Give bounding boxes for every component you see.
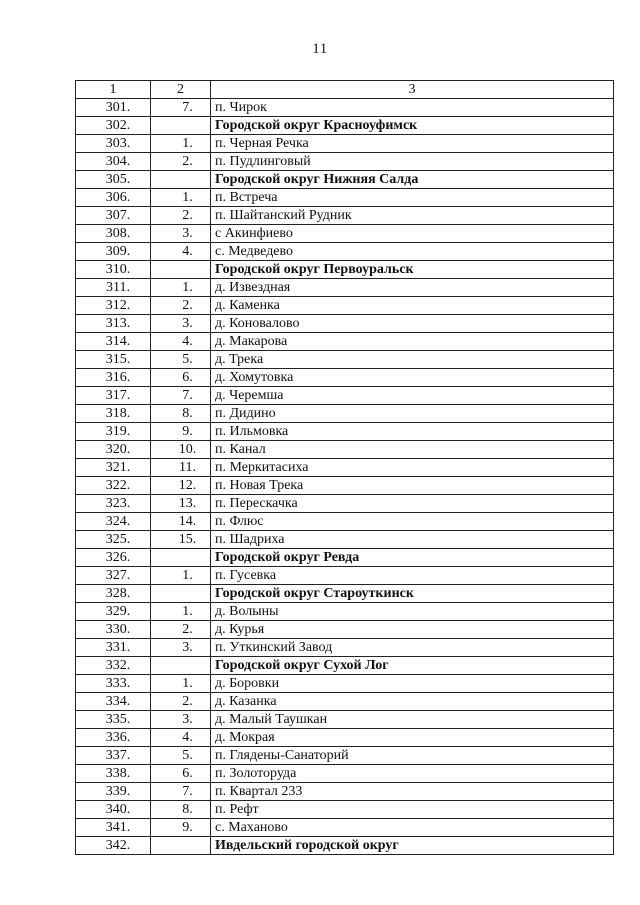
table-body bbox=[76, 99, 614, 855]
row-number: 323. bbox=[76, 495, 151, 513]
settlement-name: с. Маханово bbox=[211, 819, 614, 837]
column-header-2: 2 bbox=[151, 81, 211, 99]
settlement-name: п. Флюс bbox=[211, 513, 614, 531]
settlement-name: п. Встреча bbox=[211, 189, 614, 207]
table-row bbox=[76, 495, 614, 513]
row-number: 313. bbox=[76, 315, 151, 333]
settlement-name: п. Перескачка bbox=[211, 495, 614, 513]
row-number: 311. bbox=[76, 279, 151, 297]
district-row bbox=[76, 171, 614, 189]
table-row bbox=[76, 279, 614, 297]
district-name: Городской округ Сухой Лог bbox=[211, 657, 614, 675]
sub-number: 2. bbox=[151, 207, 211, 225]
sub-number: 11. bbox=[151, 459, 211, 477]
row-number: 337. bbox=[76, 747, 151, 765]
sub-number: 8. bbox=[151, 405, 211, 423]
table-row bbox=[76, 297, 614, 315]
table-row bbox=[76, 153, 614, 171]
table-row bbox=[76, 513, 614, 531]
table-row bbox=[76, 801, 614, 819]
sub-number: 5. bbox=[151, 351, 211, 369]
district-row bbox=[76, 549, 614, 567]
settlement-name: д. Казанка bbox=[211, 693, 614, 711]
table-row bbox=[76, 747, 614, 765]
table-row bbox=[76, 567, 614, 585]
sub-number: 9. bbox=[151, 423, 211, 441]
sub-number: 3. bbox=[151, 225, 211, 243]
settlement-name: д. Боровки bbox=[211, 675, 614, 693]
row-number: 320. bbox=[76, 441, 151, 459]
row-number: 306. bbox=[76, 189, 151, 207]
table-row bbox=[76, 531, 614, 549]
district-name: Городской округ Нижняя Салда bbox=[211, 171, 614, 189]
sub-number: 3. bbox=[151, 315, 211, 333]
column-header-3: 3 bbox=[211, 81, 614, 99]
row-number: 305. bbox=[76, 171, 151, 189]
sub-number: 3. bbox=[151, 639, 211, 657]
row-number: 301. bbox=[76, 99, 151, 117]
row-number: 331. bbox=[76, 639, 151, 657]
sub-number: 1. bbox=[151, 603, 211, 621]
row-number: 330. bbox=[76, 621, 151, 639]
sub-number: 9. bbox=[151, 819, 211, 837]
table-header bbox=[76, 81, 614, 99]
settlement-name: с. Медведево bbox=[211, 243, 614, 261]
settlement-name: д. Каменка bbox=[211, 297, 614, 315]
table-row bbox=[76, 819, 614, 837]
sub-number: 12. bbox=[151, 477, 211, 495]
row-number: 327. bbox=[76, 567, 151, 585]
sub-number: 2. bbox=[151, 621, 211, 639]
table-row bbox=[76, 351, 614, 369]
settlement-name: п. Пудлинговый bbox=[211, 153, 614, 171]
row-number: 319. bbox=[76, 423, 151, 441]
district-name: Ивдельский городской округ bbox=[211, 837, 614, 855]
sub-number bbox=[151, 261, 211, 279]
table-row bbox=[76, 405, 614, 423]
sub-number bbox=[151, 585, 211, 603]
table-row bbox=[76, 765, 614, 783]
sub-number: 6. bbox=[151, 765, 211, 783]
table-row bbox=[76, 189, 614, 207]
settlement-name: п. Ильмовка bbox=[211, 423, 614, 441]
table-row bbox=[76, 99, 614, 117]
sub-number: 5. bbox=[151, 747, 211, 765]
row-number: 304. bbox=[76, 153, 151, 171]
settlement-name: д. Мокрая bbox=[211, 729, 614, 747]
district-row bbox=[76, 585, 614, 603]
row-number: 307. bbox=[76, 207, 151, 225]
sub-number bbox=[151, 171, 211, 189]
row-number: 336. bbox=[76, 729, 151, 747]
settlement-name: с Акинфиево bbox=[211, 225, 614, 243]
sub-number bbox=[151, 837, 211, 855]
sub-number: 4. bbox=[151, 243, 211, 261]
sub-number: 8. bbox=[151, 801, 211, 819]
row-number: 341. bbox=[76, 819, 151, 837]
row-number: 335. bbox=[76, 711, 151, 729]
row-number: 318. bbox=[76, 405, 151, 423]
sub-number: 13. bbox=[151, 495, 211, 513]
settlements-table bbox=[75, 80, 614, 855]
settlement-name: д. Волыны bbox=[211, 603, 614, 621]
table-row bbox=[76, 441, 614, 459]
sub-number bbox=[151, 549, 211, 567]
sub-number: 2. bbox=[151, 693, 211, 711]
sub-number: 1. bbox=[151, 567, 211, 585]
row-number: 310. bbox=[76, 261, 151, 279]
table-row bbox=[76, 315, 614, 333]
table-row bbox=[76, 621, 614, 639]
header-row bbox=[76, 81, 614, 99]
column-header-1: 1 bbox=[76, 81, 151, 99]
sub-number: 3. bbox=[151, 711, 211, 729]
district-name: Городской округ Красноуфимск bbox=[211, 117, 614, 135]
table-row bbox=[76, 711, 614, 729]
settlement-name: д. Извездная bbox=[211, 279, 614, 297]
table-row bbox=[76, 693, 614, 711]
sub-number: 14. bbox=[151, 513, 211, 531]
sub-number: 4. bbox=[151, 729, 211, 747]
row-number: 308. bbox=[76, 225, 151, 243]
sub-number bbox=[151, 117, 211, 135]
row-number: 303. bbox=[76, 135, 151, 153]
row-number: 342. bbox=[76, 837, 151, 855]
row-number: 325. bbox=[76, 531, 151, 549]
sub-number: 1. bbox=[151, 189, 211, 207]
settlement-name: д. Хомутовка bbox=[211, 369, 614, 387]
table-row bbox=[76, 729, 614, 747]
settlement-name: п. Черная Речка bbox=[211, 135, 614, 153]
settlement-name: д. Коновалово bbox=[211, 315, 614, 333]
settlement-name: д. Макарова bbox=[211, 333, 614, 351]
sub-number: 1. bbox=[151, 135, 211, 153]
settlement-name: д. Малый Таушкан bbox=[211, 711, 614, 729]
row-number: 314. bbox=[76, 333, 151, 351]
settlement-name: п. Квартал 233 bbox=[211, 783, 614, 801]
settlement-name: д. Трека bbox=[211, 351, 614, 369]
row-number: 329. bbox=[76, 603, 151, 621]
settlement-name: п. Чирок bbox=[211, 99, 614, 117]
row-number: 338. bbox=[76, 765, 151, 783]
row-number: 332. bbox=[76, 657, 151, 675]
row-number: 339. bbox=[76, 783, 151, 801]
table-row bbox=[76, 207, 614, 225]
page-number: 11 bbox=[312, 41, 328, 57]
sub-number: 7. bbox=[151, 99, 211, 117]
sub-number: 1. bbox=[151, 675, 211, 693]
row-number: 326. bbox=[76, 549, 151, 567]
settlement-name: п. Глядены-Санаторий bbox=[211, 747, 614, 765]
sub-number: 2. bbox=[151, 153, 211, 171]
district-name: Городской округ Ревда bbox=[211, 549, 614, 567]
district-row bbox=[76, 837, 614, 855]
table-row bbox=[76, 387, 614, 405]
settlement-name: п. Меркитасиха bbox=[211, 459, 614, 477]
settlement-name: п. Шадриха bbox=[211, 531, 614, 549]
table-row bbox=[76, 369, 614, 387]
settlement-name: д. Черемша bbox=[211, 387, 614, 405]
table-row bbox=[76, 639, 614, 657]
settlement-name: п. Золоторуда bbox=[211, 765, 614, 783]
table-row bbox=[76, 459, 614, 477]
district-row bbox=[76, 261, 614, 279]
row-number: 324. bbox=[76, 513, 151, 531]
sub-number: 4. bbox=[151, 333, 211, 351]
district-name: Городской округ Староуткинск bbox=[211, 585, 614, 603]
sub-number: 7. bbox=[151, 783, 211, 801]
row-number: 328. bbox=[76, 585, 151, 603]
settlement-name: п. Уткинский Завод bbox=[211, 639, 614, 657]
row-number: 322. bbox=[76, 477, 151, 495]
settlement-name: п. Гусевка bbox=[211, 567, 614, 585]
table-row bbox=[76, 783, 614, 801]
row-number: 334. bbox=[76, 693, 151, 711]
table-row bbox=[76, 225, 614, 243]
settlement-name: п. Дидино bbox=[211, 405, 614, 423]
settlement-name: п. Канал bbox=[211, 441, 614, 459]
settlement-name: п. Рефт bbox=[211, 801, 614, 819]
sub-number: 2. bbox=[151, 297, 211, 315]
table-row bbox=[76, 477, 614, 495]
row-number: 315. bbox=[76, 351, 151, 369]
row-number: 317. bbox=[76, 387, 151, 405]
sub-number: 15. bbox=[151, 531, 211, 549]
settlement-name: д. Курья bbox=[211, 621, 614, 639]
sub-number: 10. bbox=[151, 441, 211, 459]
row-number: 316. bbox=[76, 369, 151, 387]
district-row bbox=[76, 657, 614, 675]
table-row bbox=[76, 423, 614, 441]
sub-number: 6. bbox=[151, 369, 211, 387]
table-row bbox=[76, 333, 614, 351]
sub-number: 7. bbox=[151, 387, 211, 405]
row-number: 312. bbox=[76, 297, 151, 315]
sub-number bbox=[151, 657, 211, 675]
row-number: 302. bbox=[76, 117, 151, 135]
table-row bbox=[76, 135, 614, 153]
row-number: 321. bbox=[76, 459, 151, 477]
table-row bbox=[76, 603, 614, 621]
settlement-name: п. Новая Трека bbox=[211, 477, 614, 495]
table-row bbox=[76, 243, 614, 261]
district-row bbox=[76, 117, 614, 135]
row-number: 309. bbox=[76, 243, 151, 261]
sub-number: 1. bbox=[151, 279, 211, 297]
table-row bbox=[76, 675, 614, 693]
row-number: 333. bbox=[76, 675, 151, 693]
district-name: Городской округ Первоуральск bbox=[211, 261, 614, 279]
settlement-name: п. Шайтанский Рудник bbox=[211, 207, 614, 225]
row-number: 340. bbox=[76, 801, 151, 819]
